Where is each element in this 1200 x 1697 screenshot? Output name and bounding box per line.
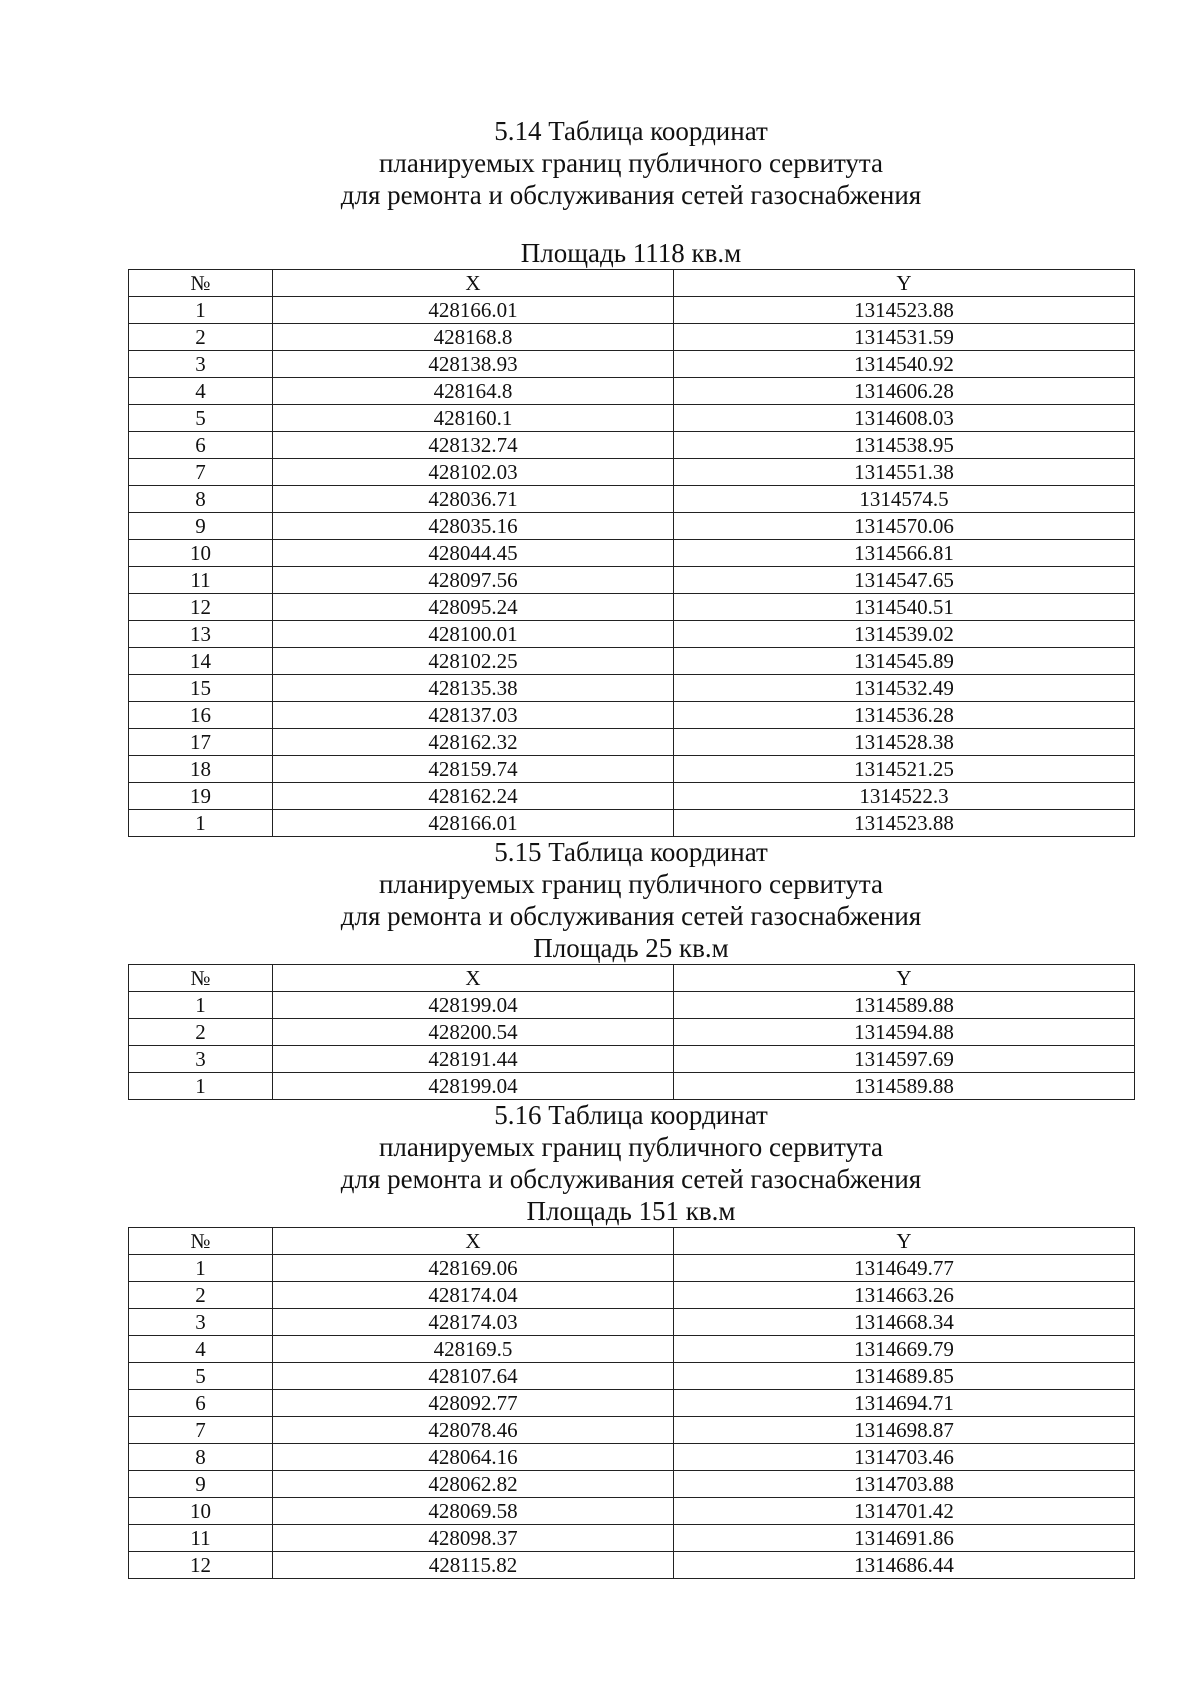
table-header-row [129,1228,1135,1255]
table-title: 5.14 Таблица координат [494,116,768,146]
cell-x: 428164.8 [273,378,674,405]
cell-y: 1314597.69 [674,1046,1135,1073]
table-row [129,1525,1135,1552]
table-row [129,351,1135,378]
table-row [129,540,1135,567]
header-y: Y [674,1228,1135,1255]
table-row [129,1282,1135,1309]
cell-point-number: 2 [129,1282,273,1309]
table-row [129,378,1135,405]
coord-section-5-16 [128,1099,1134,1579]
cell-point-number: 11 [129,1525,273,1552]
table-row [129,783,1135,810]
cell-x: 428078.46 [273,1417,674,1444]
cell-point-number: 15 [129,675,273,702]
section-heading [128,836,1134,964]
cell-point-number: 1 [129,297,273,324]
header-y: Y [674,965,1135,992]
cell-x: 428100.01 [273,621,674,648]
cell-point-number: 2 [129,1019,273,1046]
cell-y: 1314540.92 [674,351,1135,378]
cell-y: 1314531.59 [674,324,1135,351]
cell-x: 428162.24 [273,783,674,810]
table-subtitle: для ремонта и обслуживания сетей газоснабжения [340,180,922,210]
cell-y: 1314528.38 [674,729,1135,756]
cell-x: 428168.8 [273,324,674,351]
section-heading [128,1099,1134,1227]
cell-y: 1314538.95 [674,432,1135,459]
area-label: Площадь 1118 кв.м [520,238,742,268]
cell-x: 428102.25 [273,648,674,675]
coordinates-table [128,964,1135,1100]
cell-y: 1314589.88 [674,1073,1135,1100]
cell-y: 1314523.88 [674,810,1135,837]
cell-point-number: 4 [129,378,273,405]
cell-point-number: 6 [129,432,273,459]
cell-x: 428174.04 [273,1282,674,1309]
cell-x: 428132.74 [273,432,674,459]
cell-point-number: 5 [129,405,273,432]
cell-x: 428069.58 [273,1498,674,1525]
table-row [129,702,1135,729]
cell-x: 428174.03 [273,1309,674,1336]
cell-point-number: 13 [129,621,273,648]
table-row [129,567,1135,594]
table-row [129,594,1135,621]
cell-x: 428169.5 [273,1336,674,1363]
cell-x: 428160.1 [273,405,674,432]
table-row [129,405,1135,432]
cell-x: 428098.37 [273,1525,674,1552]
header-x: X [273,270,674,297]
cell-point-number: 2 [129,324,273,351]
coordinates-table [128,269,1135,837]
table-row [129,1471,1135,1498]
table-row [129,1417,1135,1444]
section-heading [128,115,1134,269]
cell-point-number: 3 [129,1309,273,1336]
cell-x: 428191.44 [273,1046,674,1073]
table-row [129,1309,1135,1336]
cell-y: 1314532.49 [674,675,1135,702]
cell-x: 428166.01 [273,810,674,837]
header-y: Y [674,270,1135,297]
cell-y: 1314539.02 [674,621,1135,648]
cell-point-number: 1 [129,810,273,837]
cell-y: 1314540.51 [674,594,1135,621]
table-subtitle: для ремонта и обслуживания сетей газоснабжения [340,901,922,931]
table-row [129,675,1135,702]
area-label: Площадь 151 кв.м [526,1196,736,1226]
cell-x: 428199.04 [273,1073,674,1100]
cell-point-number: 8 [129,1444,273,1471]
table-row [129,1019,1135,1046]
cell-point-number: 7 [129,1417,273,1444]
cell-point-number: 19 [129,783,273,810]
table-row [129,297,1135,324]
table-row [129,729,1135,756]
header-number: № [129,270,273,297]
cell-y: 1314703.88 [674,1471,1135,1498]
cell-y: 1314551.38 [674,459,1135,486]
cell-point-number: 18 [129,756,273,783]
cell-y: 1314668.34 [674,1309,1135,1336]
cell-y: 1314694.71 [674,1390,1135,1417]
cell-x: 428200.54 [273,1019,674,1046]
cell-y: 1314686.44 [674,1552,1135,1579]
table-row [129,1363,1135,1390]
table-row [129,1336,1135,1363]
cell-point-number: 3 [129,351,273,378]
cell-y: 1314703.46 [674,1444,1135,1471]
table-subtitle: планируемых границ публичного сервитута [378,869,884,899]
cell-point-number: 9 [129,513,273,540]
cell-point-number: 3 [129,1046,273,1073]
table-row [129,992,1135,1019]
coord-section-5-15 [128,836,1134,1100]
table-row [129,459,1135,486]
table-row [129,432,1135,459]
coord-section-5-14 [128,115,1134,837]
cell-y: 1314701.42 [674,1498,1135,1525]
table-header-row [129,270,1135,297]
cell-x: 428035.16 [273,513,674,540]
table-row [129,810,1135,837]
cell-point-number: 12 [129,594,273,621]
cell-y: 1314589.88 [674,992,1135,1019]
cell-y: 1314606.28 [674,378,1135,405]
table-row [129,1046,1135,1073]
cell-y: 1314566.81 [674,540,1135,567]
cell-y: 1314649.77 [674,1255,1135,1282]
coordinates-table [128,1227,1135,1579]
table-row [129,1255,1135,1282]
cell-point-number: 4 [129,1336,273,1363]
cell-x: 428159.74 [273,756,674,783]
cell-y: 1314669.79 [674,1336,1135,1363]
cell-y: 1314545.89 [674,648,1135,675]
cell-point-number: 7 [129,459,273,486]
cell-x: 428102.03 [273,459,674,486]
cell-x: 428138.93 [273,351,674,378]
cell-x: 428199.04 [273,992,674,1019]
cell-point-number: 16 [129,702,273,729]
cell-x: 428092.77 [273,1390,674,1417]
cell-y: 1314663.26 [674,1282,1135,1309]
cell-point-number: 6 [129,1390,273,1417]
cell-y: 1314536.28 [674,702,1135,729]
cell-y: 1314698.87 [674,1417,1135,1444]
cell-y: 1314608.03 [674,405,1135,432]
table-row [129,1444,1135,1471]
cell-x: 428166.01 [273,297,674,324]
header-number: № [129,1228,273,1255]
table-title: 5.16 Таблица координат [494,1100,768,1130]
cell-y: 1314594.88 [674,1019,1135,1046]
table-row [129,486,1135,513]
cell-y: 1314689.85 [674,1363,1135,1390]
cell-point-number: 1 [129,1255,273,1282]
table-title: 5.15 Таблица координат [494,837,768,867]
table-header-row [129,965,1135,992]
cell-y: 1314570.06 [674,513,1135,540]
cell-point-number: 17 [129,729,273,756]
table-row [129,648,1135,675]
cell-point-number: 1 [129,1073,273,1100]
cell-x: 428062.82 [273,1471,674,1498]
table-row [129,756,1135,783]
cell-y: 1314547.65 [674,567,1135,594]
cell-x: 428107.64 [273,1363,674,1390]
cell-point-number: 8 [129,486,273,513]
cell-point-number: 9 [129,1471,273,1498]
table-row [129,1498,1135,1525]
cell-point-number: 1 [129,992,273,1019]
cell-point-number: 12 [129,1552,273,1579]
cell-y: 1314574.5 [674,486,1135,513]
cell-x: 428115.82 [273,1552,674,1579]
cell-y: 1314523.88 [674,297,1135,324]
cell-y: 1314521.25 [674,756,1135,783]
cell-point-number: 14 [129,648,273,675]
table-row [129,1390,1135,1417]
cell-point-number: 10 [129,540,273,567]
cell-x: 428135.38 [273,675,674,702]
cell-x: 428044.45 [273,540,674,567]
table-row [129,1073,1135,1100]
table-row [129,324,1135,351]
table-row [129,1552,1135,1579]
cell-x: 428095.24 [273,594,674,621]
cell-x: 428162.32 [273,729,674,756]
cell-x: 428064.16 [273,1444,674,1471]
cell-x: 428137.03 [273,702,674,729]
header-number: № [129,965,273,992]
table-subtitle: для ремонта и обслуживания сетей газоснабжения [340,1164,922,1194]
cell-y: 1314522.3 [674,783,1135,810]
cell-point-number: 10 [129,1498,273,1525]
table-row [129,621,1135,648]
area-label: Площадь 25 кв.м [533,933,729,963]
header-x: X [273,965,674,992]
cell-x: 428169.06 [273,1255,674,1282]
table-row [129,513,1135,540]
cell-x: 428036.71 [273,486,674,513]
cell-x: 428097.56 [273,567,674,594]
table-subtitle: планируемых границ публичного сервитута [378,1132,884,1162]
cell-point-number: 11 [129,567,273,594]
header-x: X [273,1228,674,1255]
cell-point-number: 5 [129,1363,273,1390]
cell-y: 1314691.86 [674,1525,1135,1552]
table-subtitle: планируемых границ публичного сервитута [378,148,884,178]
